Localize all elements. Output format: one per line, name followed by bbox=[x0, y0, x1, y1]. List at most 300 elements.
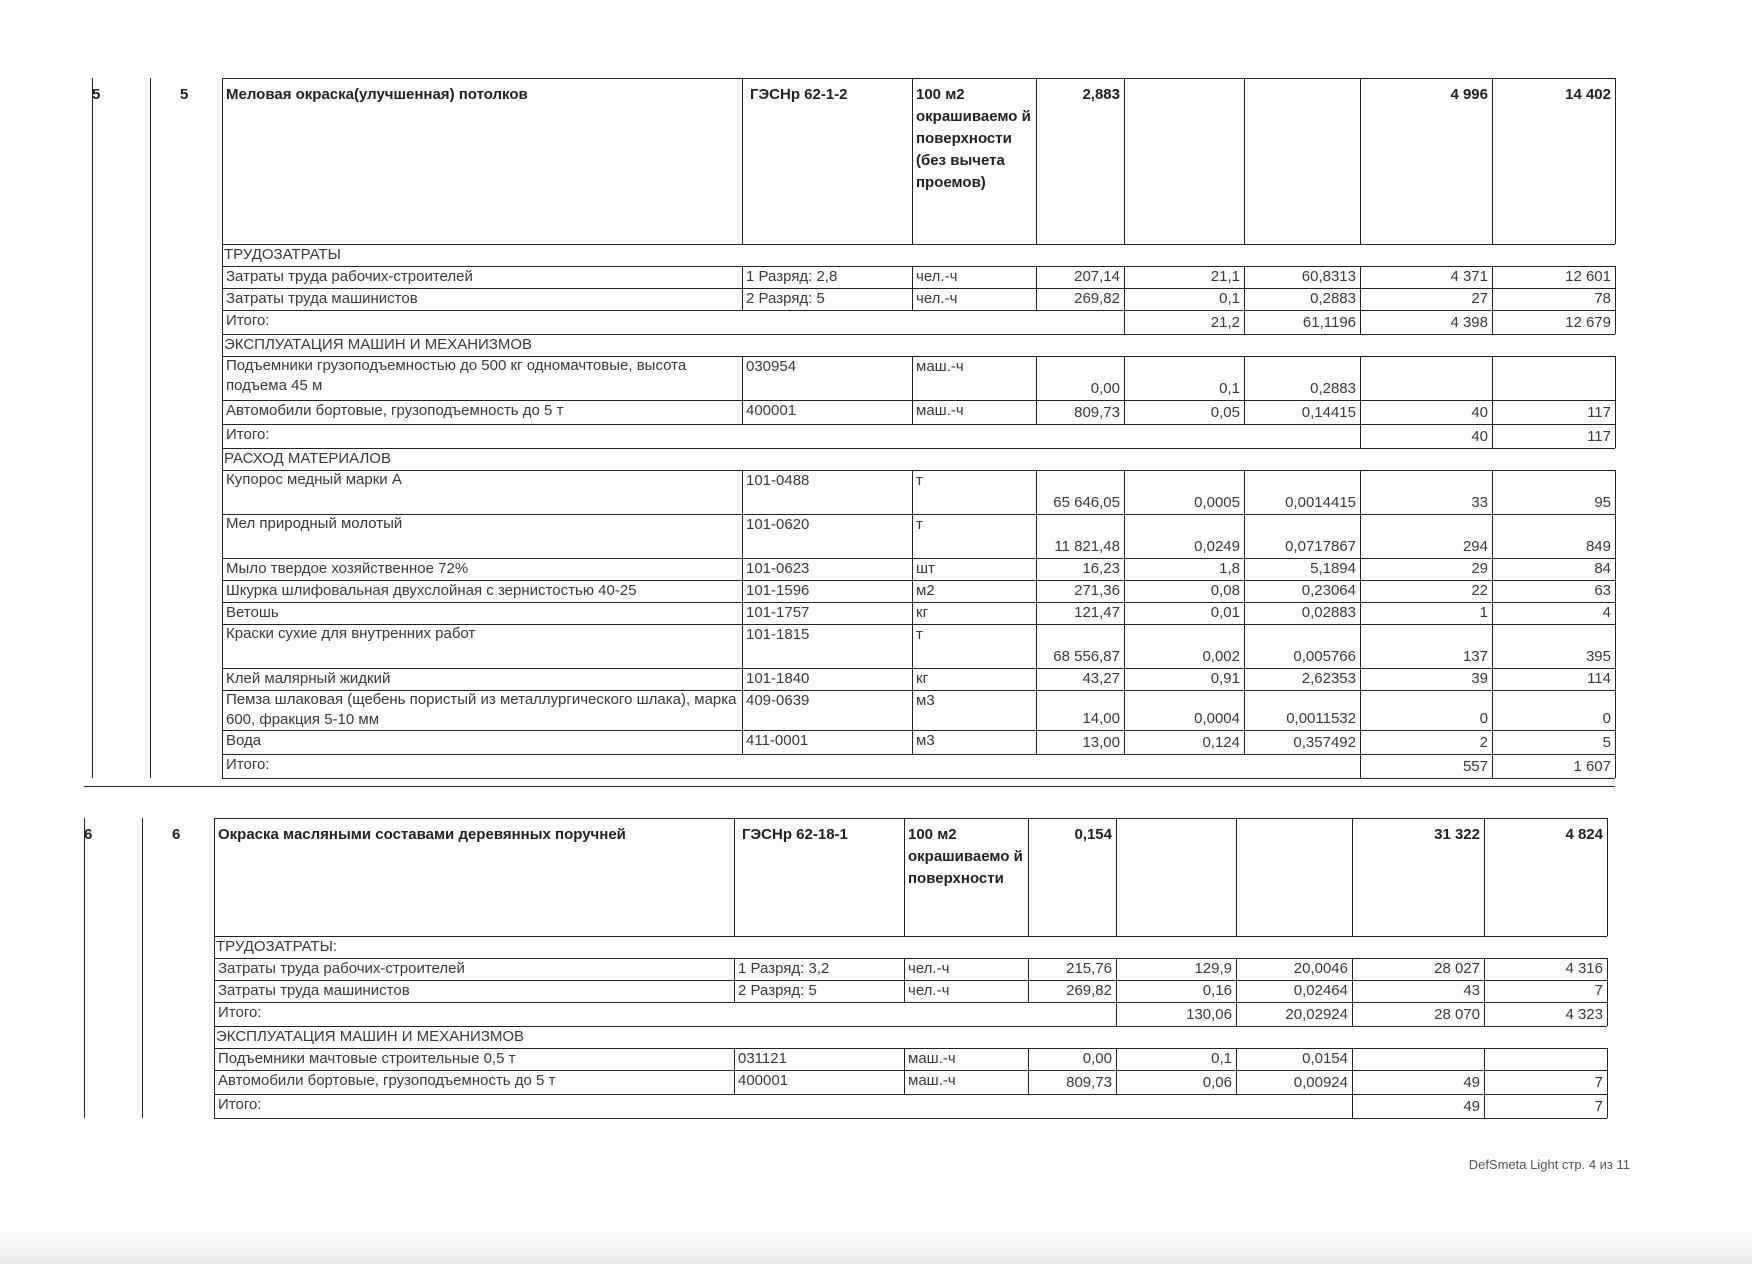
section-code: ГЭСНр 62-1-2 bbox=[750, 86, 848, 103]
grid-line bbox=[742, 356, 743, 400]
material-row-total: 395 bbox=[1585, 648, 1611, 665]
material-row-norm: 0,0004 bbox=[1194, 710, 1240, 727]
grid-line bbox=[1360, 690, 1361, 730]
grid-line bbox=[1607, 818, 1608, 936]
machine-row-norm: 0,05 bbox=[1210, 404, 1240, 421]
material-row-name: Мыло твердое хозяйственное 72% bbox=[226, 560, 469, 577]
section-title: Меловая окраска(улучшенная) потолков bbox=[226, 86, 528, 103]
material-row-qty: 0,005766 bbox=[1293, 648, 1356, 665]
material-row-price: 16,23 bbox=[1082, 560, 1120, 577]
grid-line bbox=[1360, 514, 1361, 558]
materials-total-total: 1 607 bbox=[1573, 758, 1611, 775]
grid-line bbox=[1484, 1070, 1485, 1094]
material-row-unit: м3 bbox=[916, 732, 935, 749]
grid-line bbox=[1236, 818, 1237, 936]
machine-row-unit: маш.-ч bbox=[908, 1050, 956, 1067]
grid-line bbox=[1360, 470, 1361, 514]
material-row-base: 22 bbox=[1471, 582, 1488, 599]
grid-line bbox=[1360, 624, 1361, 668]
grid-line bbox=[1492, 668, 1493, 690]
grid-line bbox=[1492, 356, 1493, 400]
labor-row-unit: чел.-ч bbox=[908, 982, 950, 999]
machine-row-unit: маш.-ч bbox=[916, 358, 964, 375]
grid-line bbox=[214, 818, 215, 1118]
grid-line bbox=[1492, 266, 1493, 288]
grid-line bbox=[1244, 400, 1245, 424]
section-number: 6 bbox=[84, 826, 93, 843]
grid-line bbox=[1036, 400, 1037, 424]
machine-row-base: 40 bbox=[1471, 404, 1488, 421]
grid-line bbox=[1484, 958, 1485, 980]
grid-line bbox=[1607, 1002, 1608, 1026]
grid-line bbox=[1236, 1048, 1237, 1070]
grid-line bbox=[1607, 980, 1608, 1002]
grid-line bbox=[1484, 1094, 1485, 1118]
labor-row-norm: 0,16 bbox=[1202, 982, 1232, 999]
material-row-name: Мел природный молотый bbox=[226, 515, 403, 532]
grid-line bbox=[1360, 668, 1361, 690]
grid-line bbox=[912, 400, 913, 424]
grid-line bbox=[1615, 514, 1616, 558]
grid-line bbox=[1124, 514, 1125, 558]
grid-line bbox=[1036, 602, 1037, 624]
material-row-qty: 0,0014415 bbox=[1285, 494, 1356, 511]
machine-row-code: 400001 bbox=[746, 402, 797, 419]
machines-header: ЭКСПЛУАТАЦИЯ МАШИН И МЕХАНИЗМОВ bbox=[216, 1028, 525, 1045]
grid-line bbox=[1492, 754, 1493, 778]
labor-total-total: 12 679 bbox=[1565, 314, 1611, 331]
grid-line bbox=[1492, 580, 1493, 602]
machines-total-base: 49 bbox=[1463, 1098, 1480, 1115]
grid-line bbox=[1124, 558, 1125, 580]
grid-line bbox=[742, 668, 743, 690]
grid-line bbox=[1124, 730, 1125, 754]
material-row-total: 849 bbox=[1585, 538, 1611, 555]
grid-line bbox=[1036, 668, 1037, 690]
labor-row-qty: 0,02464 bbox=[1293, 982, 1348, 999]
grid-line bbox=[1484, 1002, 1485, 1026]
material-row-norm: 0,08 bbox=[1210, 582, 1240, 599]
labor-total-base: 4 398 bbox=[1450, 314, 1488, 331]
grid-line bbox=[84, 786, 1615, 787]
labor-total-qty: 61,1196 bbox=[1302, 314, 1356, 331]
grid-line bbox=[1360, 754, 1361, 778]
grid-line bbox=[734, 980, 735, 1002]
machines-total-label: Итого: bbox=[226, 426, 270, 443]
grid-line bbox=[1492, 690, 1493, 730]
material-row-base: 33 bbox=[1471, 494, 1488, 511]
grid-line bbox=[742, 690, 743, 730]
material-row-base: 39 bbox=[1471, 670, 1488, 687]
grid-line bbox=[1615, 668, 1616, 690]
material-row-total: 95 bbox=[1594, 494, 1611, 511]
grid-line bbox=[904, 818, 905, 936]
labor-row-name: Затраты труда машинистов bbox=[218, 982, 410, 999]
material-row-qty: 2,62353 bbox=[1301, 670, 1356, 687]
grid-line bbox=[1244, 602, 1245, 624]
machine-row-price: 0,00 bbox=[1090, 380, 1120, 397]
grid-line bbox=[1492, 78, 1493, 244]
grid-line bbox=[1607, 958, 1608, 980]
grid-line bbox=[1036, 470, 1037, 514]
grid-line bbox=[1244, 470, 1245, 514]
machine-row-price: 809,73 bbox=[1066, 1074, 1112, 1091]
labor-row-total: 78 bbox=[1594, 290, 1611, 307]
grid-line bbox=[912, 624, 913, 668]
machine-row-total bbox=[1496, 378, 1611, 400]
grid-line bbox=[1615, 78, 1616, 244]
grid-line bbox=[1036, 356, 1037, 400]
grid-line bbox=[1028, 980, 1029, 1002]
machine-row-qty: 0,2883 bbox=[1310, 380, 1356, 397]
material-row-base: 29 bbox=[1471, 560, 1488, 577]
grid-line bbox=[742, 470, 743, 514]
material-row-norm: 1,8 bbox=[1219, 560, 1240, 577]
material-row-name: Краски сухие для внутренних работ bbox=[226, 625, 476, 642]
machine-row-base: 49 bbox=[1463, 1074, 1480, 1091]
grid-line bbox=[1116, 980, 1117, 1002]
grid-line bbox=[1492, 624, 1493, 668]
grid-line bbox=[734, 958, 735, 980]
machines-total-label: Итого: bbox=[218, 1096, 262, 1113]
grid-line bbox=[742, 514, 743, 558]
grid-line bbox=[1492, 470, 1493, 514]
material-row-qty: 0,0717867 bbox=[1285, 538, 1356, 555]
machine-row-unit: маш.-ч bbox=[916, 402, 964, 419]
section-total: 4 824 bbox=[1565, 826, 1603, 843]
grid-line bbox=[142, 818, 143, 1118]
material-row-unit: шт bbox=[916, 560, 935, 577]
grid-line bbox=[1116, 958, 1117, 980]
machine-row-qty: 0,14415 bbox=[1301, 404, 1356, 421]
grid-line bbox=[1244, 78, 1245, 244]
material-row-unit: м3 bbox=[916, 692, 935, 709]
grid-line bbox=[1244, 730, 1245, 754]
grid-line bbox=[1124, 602, 1125, 624]
materials-total-base: 557 bbox=[1462, 758, 1488, 775]
grid-line bbox=[92, 78, 93, 778]
labor-header: ТРУДОЗАТРАТЫ bbox=[224, 246, 341, 263]
machine-row-qty: 0,0154 bbox=[1302, 1050, 1348, 1067]
grid-line bbox=[1116, 1070, 1117, 1094]
grid-line bbox=[1244, 624, 1245, 668]
labor-row-qty: 20,0046 bbox=[1293, 960, 1348, 977]
grid-line bbox=[1244, 580, 1245, 602]
grid-line bbox=[1124, 690, 1125, 730]
grid-line bbox=[1124, 624, 1125, 668]
grid-line bbox=[1028, 958, 1029, 980]
material-row-total: 5 bbox=[1602, 734, 1611, 751]
grid-line bbox=[1615, 424, 1616, 448]
section-title: Окраска масляными составами деревянных поручней bbox=[218, 826, 626, 843]
material-row-unit: м2 bbox=[916, 582, 935, 599]
material-row-code: 101-1815 bbox=[746, 626, 810, 643]
grid-line bbox=[734, 818, 735, 936]
labor-row-price: 215,76 bbox=[1066, 960, 1112, 977]
grid-line bbox=[1124, 310, 1125, 334]
material-row-code: 101-1596 bbox=[746, 582, 810, 599]
material-row-code: 409-0639 bbox=[746, 692, 810, 709]
machines-total-total: 7 bbox=[1594, 1098, 1603, 1115]
grid-line bbox=[1036, 580, 1037, 602]
grid-line bbox=[912, 288, 913, 310]
section-quantity: 0,154 bbox=[1074, 826, 1112, 843]
grid-line bbox=[1124, 288, 1125, 310]
grid-line bbox=[904, 1048, 905, 1070]
machine-row-total: 7 bbox=[1594, 1074, 1603, 1091]
grid-line bbox=[222, 424, 1615, 425]
material-row-price: 14,00 bbox=[1082, 710, 1120, 727]
grid-line bbox=[1492, 514, 1493, 558]
material-row-base: 1 bbox=[1479, 604, 1488, 621]
material-row-code: 101-0488 bbox=[746, 472, 810, 489]
grid-line bbox=[1360, 310, 1361, 334]
material-row-unit: кг bbox=[916, 670, 929, 687]
grid-line bbox=[1036, 558, 1037, 580]
material-row-norm: 0,124 bbox=[1202, 734, 1240, 751]
grid-line bbox=[1244, 558, 1245, 580]
labor-row-price: 207,14 bbox=[1074, 268, 1120, 285]
grid-line bbox=[742, 400, 743, 424]
labor-total-norm: 130,06 bbox=[1186, 1006, 1232, 1023]
grid-line bbox=[1352, 958, 1353, 980]
grid-line bbox=[84, 818, 85, 1118]
grid-line bbox=[742, 78, 743, 244]
grid-line bbox=[1360, 424, 1361, 448]
grid-line bbox=[1244, 690, 1245, 730]
grid-line bbox=[742, 558, 743, 580]
grid-line bbox=[1360, 400, 1361, 424]
grid-line bbox=[1124, 580, 1125, 602]
labor-row-code: 1 Разряд: 2,8 bbox=[746, 268, 838, 285]
grid-line bbox=[1615, 470, 1616, 514]
material-row-base: 2 bbox=[1479, 734, 1488, 751]
material-row-price: 43,27 bbox=[1082, 670, 1120, 687]
material-row-price: 121,47 bbox=[1074, 604, 1120, 621]
grid-line bbox=[1360, 266, 1361, 288]
grid-line bbox=[742, 730, 743, 754]
material-row-name: Ветошь bbox=[226, 604, 279, 621]
grid-line bbox=[1360, 558, 1361, 580]
grid-line bbox=[214, 818, 1607, 819]
labor-row-norm: 129,9 bbox=[1194, 960, 1232, 977]
materials-header: РАСХОД МАТЕРИАЛОВ bbox=[224, 450, 391, 467]
grid-line bbox=[1116, 1048, 1117, 1070]
grid-line bbox=[1036, 266, 1037, 288]
material-row-qty: 0,357492 bbox=[1293, 734, 1356, 751]
grid-line bbox=[742, 266, 743, 288]
grid-line bbox=[1615, 580, 1616, 602]
grid-line bbox=[1028, 1048, 1029, 1070]
machine-row-code: 031121 bbox=[738, 1050, 787, 1067]
material-row-code: 411-0001 bbox=[746, 732, 809, 749]
labor-row-qty: 60,8313 bbox=[1301, 268, 1356, 285]
grid-line bbox=[912, 668, 913, 690]
grid-line bbox=[1360, 356, 1361, 400]
machine-row-qty: 0,00924 bbox=[1293, 1074, 1348, 1091]
grid-line bbox=[1607, 1070, 1608, 1094]
grid-line bbox=[1615, 310, 1616, 334]
grid-line bbox=[1484, 980, 1485, 1002]
grid-line bbox=[1484, 1048, 1485, 1070]
grid-line bbox=[912, 602, 913, 624]
material-row-total: 4 bbox=[1602, 604, 1611, 621]
grid-line bbox=[1028, 818, 1029, 936]
machine-row-norm: 0,06 bbox=[1202, 1074, 1232, 1091]
grid-line bbox=[222, 310, 1615, 311]
grid-line bbox=[1036, 288, 1037, 310]
grid-line bbox=[1124, 400, 1125, 424]
grid-line bbox=[1492, 424, 1493, 448]
grid-line bbox=[1492, 400, 1493, 424]
grid-line bbox=[734, 1070, 735, 1094]
grid-line bbox=[1492, 288, 1493, 310]
labor-total-label: Итого: bbox=[218, 1004, 262, 1021]
grid-line bbox=[1036, 514, 1037, 558]
material-row-qty: 0,23064 bbox=[1301, 582, 1356, 599]
material-row-total: 63 bbox=[1594, 582, 1611, 599]
grid-line bbox=[904, 1070, 905, 1094]
grid-line bbox=[742, 288, 743, 310]
labor-row-unit: чел.-ч bbox=[916, 290, 958, 307]
grid-line bbox=[1352, 1002, 1353, 1026]
grid-line bbox=[912, 266, 913, 288]
machine-row-name: Автомобили бортовые, грузоподъемность до 5 т bbox=[218, 1072, 556, 1089]
grid-line bbox=[912, 356, 913, 400]
labor-row-unit: чел.-ч bbox=[916, 268, 958, 285]
material-row-unit: кг bbox=[916, 604, 929, 621]
material-row-total: 114 bbox=[1587, 670, 1611, 687]
machine-row-norm: 0,1 bbox=[1211, 1050, 1232, 1067]
grid-line bbox=[1492, 730, 1493, 754]
labor-row-total: 7 bbox=[1594, 982, 1603, 999]
labor-row-code: 1 Разряд: 3,2 bbox=[738, 960, 830, 977]
labor-header: ТРУДОЗАТРАТЫ: bbox=[216, 938, 338, 955]
material-row-name: Клей малярный жидкий bbox=[226, 670, 391, 687]
grid-line bbox=[1036, 690, 1037, 730]
grid-line bbox=[1352, 1094, 1353, 1118]
grid-line bbox=[904, 958, 905, 980]
grid-line bbox=[1360, 580, 1361, 602]
grid-line bbox=[1124, 266, 1125, 288]
grid-line bbox=[1615, 602, 1616, 624]
grid-line bbox=[734, 1048, 735, 1070]
grid-line bbox=[1352, 1048, 1353, 1070]
grid-line bbox=[912, 690, 913, 730]
machine-row-code: 030954 bbox=[746, 358, 797, 375]
material-row-norm: 0,002 bbox=[1202, 648, 1240, 665]
machine-row-norm: 0,1 bbox=[1219, 380, 1240, 397]
grid-line bbox=[222, 754, 1615, 755]
section-unit: 100 м2 окрашиваемо й поверхности (без вычета проемов) bbox=[916, 86, 1031, 191]
material-row-unit: т bbox=[916, 472, 923, 489]
labor-total-norm: 21,2 bbox=[1210, 314, 1240, 331]
grid-line bbox=[1615, 558, 1616, 580]
section-position: 6 bbox=[172, 826, 181, 843]
labor-row-base: 43 bbox=[1463, 982, 1480, 999]
machine-row-name: Автомобили бортовые, грузоподъемность до 5 т bbox=[226, 402, 564, 419]
grid-line bbox=[1236, 980, 1237, 1002]
material-row-norm: 0,01 bbox=[1210, 604, 1240, 621]
machine-row-base bbox=[1356, 1048, 1480, 1070]
machine-row-code: 400001 bbox=[738, 1072, 789, 1089]
labor-total-qty: 20,02924 bbox=[1285, 1006, 1348, 1023]
grid-line bbox=[912, 558, 913, 580]
grid-line bbox=[1244, 514, 1245, 558]
machines-header: ЭКСПЛУАТАЦИЯ МАШИН И МЕХАНИЗМОВ bbox=[224, 336, 533, 353]
material-row-price: 271,36 bbox=[1074, 582, 1120, 599]
machines-total-total: 117 bbox=[1587, 428, 1611, 445]
material-row-total: 0 bbox=[1602, 710, 1611, 727]
labor-row-code: 2 Разряд: 5 bbox=[738, 982, 817, 999]
material-row-name: Пемза шлаковая (щебень пористый из металлургического шлака), марка 600, фракция 5-10 мм bbox=[226, 691, 737, 728]
material-row-name: Шкурка шлифовальная двухслойная с зернистостью 40-25 bbox=[226, 582, 637, 599]
material-row-name: Вода bbox=[226, 732, 262, 749]
grid-line bbox=[1116, 1002, 1117, 1026]
grid-line bbox=[1360, 730, 1361, 754]
machines-total-base: 40 bbox=[1471, 428, 1488, 445]
grid-line bbox=[1244, 310, 1245, 334]
grid-line bbox=[1236, 1070, 1237, 1094]
grid-line bbox=[1244, 356, 1245, 400]
grid-line bbox=[1124, 668, 1125, 690]
grid-line bbox=[912, 514, 913, 558]
machine-row-total: 117 bbox=[1587, 404, 1611, 421]
grid-line bbox=[222, 778, 1615, 779]
labor-row-base: 28 027 bbox=[1434, 960, 1480, 977]
grid-line bbox=[1615, 624, 1616, 668]
section-quantity: 2,883 bbox=[1082, 86, 1120, 103]
grid-line bbox=[1036, 78, 1037, 244]
material-row-code: 101-0620 bbox=[746, 516, 810, 533]
grid-line bbox=[1615, 288, 1616, 310]
labor-row-qty: 0,2883 bbox=[1310, 290, 1356, 307]
grid-line bbox=[214, 1094, 1607, 1095]
grid-line bbox=[1028, 1070, 1029, 1094]
grid-line bbox=[1607, 1048, 1608, 1070]
grid-line bbox=[214, 1118, 1607, 1119]
grid-line bbox=[1615, 690, 1616, 730]
machine-row-price: 809,73 bbox=[1074, 404, 1120, 421]
grid-line bbox=[1124, 78, 1125, 244]
material-row-norm: 0,0249 bbox=[1194, 538, 1240, 555]
material-row-base: 137 bbox=[1462, 648, 1488, 665]
material-row-code: 101-0623 bbox=[746, 560, 810, 577]
labor-total-total: 4 323 bbox=[1565, 1006, 1603, 1023]
material-row-qty: 5,1894 bbox=[1310, 560, 1356, 577]
grid-line bbox=[1244, 668, 1245, 690]
labor-row-name: Затраты труда рабочих-строителей bbox=[226, 268, 473, 285]
grid-line bbox=[1352, 1070, 1353, 1094]
grid-line bbox=[742, 602, 743, 624]
page-footer: DefSmeta Light стр. 4 из 11 bbox=[1468, 1157, 1630, 1172]
grid-line bbox=[912, 580, 913, 602]
section-unit-price: 4 996 bbox=[1450, 86, 1488, 103]
labor-row-base: 4 371 bbox=[1450, 268, 1488, 285]
grid-line bbox=[1036, 624, 1037, 668]
grid-line bbox=[742, 580, 743, 602]
material-row-unit: т bbox=[916, 516, 923, 533]
grid-line bbox=[222, 78, 223, 778]
grid-line bbox=[1244, 266, 1245, 288]
material-row-base: 0 bbox=[1479, 710, 1488, 727]
material-row-price: 68 556,87 bbox=[1053, 648, 1120, 665]
machine-row-total bbox=[1488, 1048, 1603, 1070]
material-row-qty: 0,02883 bbox=[1301, 604, 1356, 621]
labor-row-name: Затраты труда машинистов bbox=[226, 290, 418, 307]
grid-line bbox=[1360, 288, 1361, 310]
labor-total-label: Итого: bbox=[226, 312, 270, 329]
